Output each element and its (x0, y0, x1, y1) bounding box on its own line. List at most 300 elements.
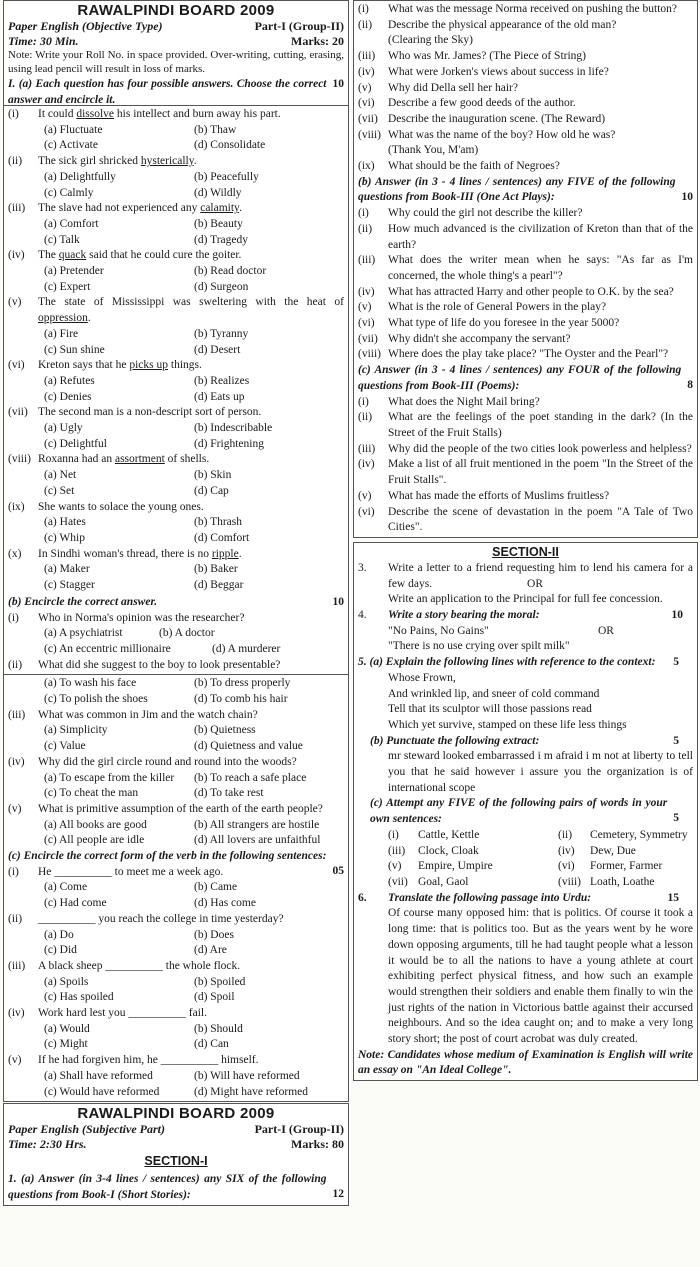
question-source: (Thank You, M'am) (388, 144, 479, 157)
question-source: (Clearing the Sky) (388, 34, 473, 47)
question-text-main: What was the message Norma received on pushing the button? (388, 3, 678, 15)
options (8, 515, 344, 546)
question-text-pre: Kreton says that he (38, 359, 130, 372)
mcq-item (8, 865, 344, 912)
q3-or: OR (527, 577, 543, 590)
question-row (8, 358, 344, 374)
q1b-question-list (8, 708, 344, 849)
q1b-question-i: (i) Who in Norma's opinion was the researcher? (a) A psychiatrist (b) A doctor (c) An eccentric millionaire (d) A murderer (8, 611, 281, 655)
option: (c) Talk (44, 233, 80, 246)
question-text-main: What was the name of the boy? How old he was? (388, 128, 616, 141)
options (8, 170, 344, 201)
options (8, 723, 344, 754)
question-number: (i) (358, 207, 369, 220)
option: (c) Set (44, 484, 75, 497)
option: (b) Thaw (194, 123, 237, 136)
option: (b) Realizes (194, 374, 250, 387)
q3-alternative: Write an application to the Principal for full fee concession. (388, 593, 663, 606)
option: (c) Might (44, 1038, 88, 1051)
option: (b) All strangers are hostile (194, 818, 320, 831)
question-row (8, 755, 344, 771)
mcq-item (8, 405, 344, 452)
mcq-item (8, 295, 344, 358)
question-text (388, 65, 693, 81)
option: (d) Eats up (194, 390, 245, 403)
option: (b) Peacefully (194, 170, 259, 183)
question-text-pre: The sick girl shricked (38, 155, 141, 168)
options (8, 264, 344, 295)
question-text (388, 410, 693, 441)
instructions-note: Note: Write your Roll No. in space provided. Over-writing, cutting, erasing, using lead pencil will result in loss of marks. (8, 49, 344, 75)
pair-number: (v) (388, 860, 402, 873)
mcq-item (8, 755, 344, 802)
pair-number: (iv) (558, 844, 575, 857)
short-question (358, 300, 693, 316)
mcq-item (8, 1006, 344, 1053)
option: (d) Comfort (194, 531, 250, 544)
option: (a) Come (44, 881, 88, 894)
short-question (358, 316, 693, 332)
question-text (388, 159, 693, 175)
section-ii-box (353, 542, 698, 1081)
mcq-item (8, 358, 344, 405)
question-row (8, 452, 344, 468)
question-text-main: Describe the inauguration scene. (The Reward) (388, 112, 606, 125)
subjective-q1b-heading: 10 (b) Answer (in 3 - 4 lines / sentences) any FIVE of the following questions from Book-III (One Act Plays): (358, 175, 693, 204)
question-text (388, 96, 693, 112)
subjective-q1b-list (358, 206, 693, 363)
question-text-main: What type of life do you foresee in the year 5000? (388, 317, 620, 330)
question-text (388, 206, 693, 222)
question-number: (ii) (8, 912, 23, 925)
question-text-post: of shells. (164, 453, 210, 466)
short-question (358, 222, 693, 253)
question-text (388, 285, 693, 301)
question-text-pre: The slave had not experienced any (38, 202, 201, 215)
total-marks: Marks: 20 (291, 33, 344, 48)
question-number: (ii) (358, 222, 373, 235)
question-text-main: Why could the girl not describe the killer? (388, 207, 583, 220)
q5c-heading: 5 (c) Attempt any FIVE of the following pairs of words in your own sentences: (370, 797, 679, 826)
option: (c) Sun shine (44, 343, 105, 356)
short-question (358, 489, 693, 505)
subjective-q1c-heading: 8 (c) Answer (in 3 - 4 lines / sentences) any FOUR of the following questions from Book-III (Poems): (358, 364, 693, 392)
question-row (8, 865, 327, 881)
option: (b) Spoiled (194, 975, 246, 988)
options (8, 327, 344, 358)
q1a-question-list (8, 107, 344, 594)
options (8, 818, 344, 849)
question-text (388, 49, 693, 65)
mcq-item (8, 1053, 344, 1100)
question-number: (ii) (358, 18, 373, 31)
poem-line: Tell that its sculptor will those passions read (388, 703, 592, 716)
question-text: What was common in Jim and the watch chain? (38, 708, 258, 721)
question-text-post: . (87, 312, 91, 325)
objective-body (3, 106, 349, 674)
question-text (388, 347, 693, 363)
question-text (38, 452, 344, 468)
question-number: (v) (358, 489, 372, 502)
question-text (388, 395, 693, 411)
question-row (8, 154, 344, 170)
question-text-main: Where does the play take place? "The Oyster and the Pearl"? (388, 348, 669, 361)
option: (a) Pretender (44, 265, 104, 278)
options (8, 1069, 344, 1100)
option: (b) To reach a safe place (194, 771, 307, 784)
subjective-q1a-list (358, 2, 693, 175)
underlined-word: quack (58, 249, 87, 262)
question-text (38, 154, 344, 170)
pair-number: (iii) (388, 844, 406, 857)
short-question (358, 65, 693, 81)
option: (a) Delightfully (44, 170, 116, 183)
question-text-main: What were Jorken's views about success in life? (388, 65, 609, 78)
option: (a) Spoils (44, 975, 89, 988)
q4-moral-2: "There is no use crying over spilt milk" (388, 640, 570, 653)
question-text-main: Make a list of all fruit mentioned in the poem "In the Street of the Fruit Stalls". (388, 458, 693, 487)
question-text (388, 442, 693, 458)
question-text: A black sheep __________ the whole flock. (38, 959, 241, 972)
word-pairs (358, 828, 693, 891)
short-question (358, 128, 693, 159)
question-number: (vi) (358, 97, 375, 110)
question-text (38, 500, 344, 516)
question-row (8, 959, 344, 975)
option: (d) Frightening (194, 437, 264, 450)
board-title: RAWALPINDI BOARD 2009 (77, 2, 275, 19)
question-number: (vi) (8, 359, 25, 372)
time-allowed: Time: 30 Min. (8, 33, 79, 48)
options (8, 562, 344, 593)
q1a-heading: 10 I. (a) Each question has four possible answers. Choose the correct answer and encircle it. (8, 78, 344, 106)
question-number: (v) (8, 802, 22, 815)
short-question (358, 347, 693, 363)
options (8, 123, 344, 154)
option: (c) Expert (44, 280, 91, 293)
subjective-board-title: RAWALPINDI BOARD 2009 (77, 1105, 275, 1123)
question-row (8, 500, 344, 516)
option: (a) Fire (44, 327, 79, 340)
question-text (388, 489, 693, 505)
question-text (388, 253, 693, 284)
question-text-post: . (238, 547, 242, 560)
question-number: (iii) (8, 959, 26, 972)
short-question (358, 2, 693, 18)
short-question (358, 253, 693, 284)
short-question (358, 410, 693, 441)
short-question (358, 395, 693, 411)
question-text-main: What is the role of General Powers in the play? (388, 301, 607, 314)
option: (c) Stagger (44, 579, 95, 592)
option: (d) Desert (194, 343, 241, 356)
underlined-word: dissolve (76, 108, 115, 120)
objective-header-box (3, 0, 349, 106)
question-text (38, 201, 344, 217)
question-text-main: Describe the scene of devastation in the poem "A Tale of Two Cities". (388, 505, 693, 534)
question-row (8, 405, 344, 421)
short-question (358, 49, 693, 65)
option: (b) Baker (194, 563, 238, 576)
subjective-q1c-list (358, 395, 693, 536)
question-row (8, 802, 344, 818)
question-row (8, 547, 344, 563)
question-text-post: . (239, 202, 242, 215)
question-number: (i) (358, 395, 369, 408)
question-text (38, 547, 344, 563)
question-text-pre: In Sindhi woman's thread, there is no (38, 547, 212, 560)
question-text (388, 18, 693, 49)
options (8, 421, 344, 452)
option: (c) Would have reformed (44, 1085, 160, 1098)
short-question (358, 159, 693, 175)
mcq-item (8, 201, 344, 248)
question-text-pre: The (38, 249, 59, 262)
mcq-item (8, 959, 344, 1006)
question-number: (vi) (358, 505, 375, 518)
question-text-post: things. (168, 359, 202, 372)
options (8, 217, 344, 248)
question-text (388, 457, 693, 488)
option: (d) Consolidate (194, 139, 266, 152)
subjective-questions-box (353, 0, 698, 538)
option: (a) Refutes (44, 374, 95, 387)
q4-morals: "No Pains, No Gains" OR (388, 624, 614, 637)
option: (a) Would (44, 1022, 90, 1035)
option: (b) Quietness (194, 724, 256, 737)
question-number: (iv) (8, 249, 25, 262)
option: (b) Will have reformed (194, 1069, 300, 1082)
question-text: Why did the girl circle round and round into the woods? (38, 755, 297, 768)
option: (c) All people are idle (44, 834, 145, 847)
question-number: (viii) (8, 453, 31, 466)
question-number: (i) (8, 108, 19, 120)
question-text (388, 222, 693, 253)
question-number: (v) (8, 296, 22, 309)
mcq-item (8, 452, 344, 499)
option: (c) Did (44, 944, 77, 957)
option: (a) Fluctuate (44, 123, 103, 136)
question-text-main: What does the Night Mail bring? (388, 395, 540, 408)
options (8, 1022, 344, 1053)
question-number: (v) (358, 301, 372, 314)
question-number: (v) (358, 81, 372, 94)
option: (b) Tyranny (194, 327, 249, 340)
options (8, 468, 344, 499)
mcq-item (8, 248, 344, 295)
option: (d) Spoil (194, 991, 235, 1004)
question-number: (iii) (358, 50, 376, 63)
question-text (388, 505, 693, 536)
question-row (8, 201, 344, 217)
translation-passage: Of course many opposed him: that is politics. Of course it took a long time: that is politics too. But as the years went by he wore down opposing arguments, till he had taught people what a lesson it would be to all the nations to have a young athlete at court exhibiting perfect physical fitness, and how such an example would strengthen their soldiers and enable them finally to win the just rights of the nation in Victorious battle against their accursed neighbours. And so the idea caught on; and to make a very long story short; the post of court acrobat was duly created. (388, 907, 693, 1046)
option: (d) Are (194, 944, 227, 957)
question-number: (iv) (358, 65, 375, 78)
options (8, 771, 344, 802)
short-question (358, 96, 693, 112)
option: (d) All lovers are unfaithful (194, 834, 321, 847)
question-number: (vii) (8, 406, 28, 419)
option: (c) Delightful (44, 437, 107, 450)
question-number: (v) (8, 1054, 22, 1067)
q5b-heading: 5 (b) Punctuate the following extract: (370, 734, 679, 747)
question-text-main: What has attracted Harry and other people to O.K. by the sea? (388, 285, 674, 298)
section-ii-heading: SECTION-II (492, 544, 559, 559)
option: (a) Shall have reformed (44, 1069, 153, 1082)
word-pair: Former, Farmer (590, 860, 663, 873)
question-text-post: said that he could cure the goiter. (86, 249, 242, 262)
question-number: (ix) (8, 500, 25, 513)
section-i-heading: SECTION-I (144, 1154, 208, 1169)
option: (d) Cap (194, 484, 229, 497)
question-number: (i) (358, 3, 369, 15)
mcq-item (8, 802, 344, 849)
underlined-word: assortment (114, 453, 165, 466)
question-number: (iv) (8, 755, 25, 768)
options (8, 975, 344, 1006)
question-text-pre: Roxanna had an (38, 453, 115, 466)
question-text-main: What should be the faith of Negroes? (388, 160, 560, 173)
option: (a) All books are good (44, 818, 147, 831)
paper-name: Paper English (Objective Type) (8, 19, 163, 33)
option: (b) Indescribable (194, 422, 273, 435)
pair-number: (vii) (388, 875, 408, 888)
underlined-word: picks up (129, 359, 168, 372)
option: (d) Quietness and value (194, 740, 303, 753)
mcq-item (8, 500, 344, 547)
question-text-pre: The second man is a non-descript sort of person. (38, 406, 262, 419)
short-question (358, 112, 693, 128)
question-text: He __________ to meet me a week ago. (38, 865, 224, 878)
option: (a) Ugly (44, 422, 83, 435)
word-pair: Empire, Umpire (418, 860, 493, 873)
question-number: (iv) (358, 285, 375, 298)
question-row (8, 248, 344, 264)
q1b-question-ii: (ii) What did she suggest to the boy to look presentable? (8, 658, 281, 671)
option: (c) Whip (44, 531, 85, 544)
option: (a) Simplicity (44, 724, 108, 737)
options (8, 374, 344, 405)
q1c-heading: 05 (c) Encircle the correct form of the verb in the following sentences: (8, 850, 344, 878)
pair-number: (vi) (558, 860, 575, 873)
question-text-main: What does the writer mean when he says: "As far as I'm concerned, the whole thing's a pearl"? (388, 254, 693, 282)
mcq-item (8, 708, 344, 755)
question-text (38, 358, 344, 374)
option: (b) Does (194, 928, 234, 941)
question-number: (iii) (358, 442, 376, 455)
subjective-q1a-heading: 12 1. (a) Answer (in 3-4 lines / sentences) any SIX of the following questions from Book-I (Short Stories): (8, 1173, 344, 1201)
pair-number: (viii) (558, 875, 581, 888)
question-number: (iv) (358, 458, 375, 471)
option: (a) To escape from the killer (44, 771, 175, 784)
option: (b) Read doctor (194, 265, 267, 278)
options (8, 880, 344, 911)
question-number: (ii) (8, 155, 23, 168)
word-pair: Cattle, Kettle (418, 828, 480, 841)
short-question (358, 332, 693, 348)
q6-heading: 6. 15 Translate the following passage into Urdu: (358, 891, 679, 904)
q1b-heading: 10 (b) Encircle the correct answer. (8, 595, 344, 608)
question-text (388, 2, 693, 18)
option: (c) Calmly (44, 186, 94, 199)
poem-line: Whose Frown, (388, 671, 456, 684)
option: (b) Came (194, 881, 238, 894)
option: (c) Has spoiled (44, 991, 114, 1004)
options (8, 928, 344, 959)
question-text-main: Why did Della sell her hair? (388, 81, 518, 94)
pair-number: (ii) (558, 828, 573, 841)
question-row (8, 295, 344, 326)
option: (b) Skin (194, 469, 232, 482)
question-text-main: Describe a few good deeds of the author. (388, 97, 576, 110)
question-number: (vi) (358, 317, 375, 330)
q3: 3. Write a letter to a friend requesting him to lend his camera for a few days. (358, 561, 693, 590)
question-row (8, 1053, 344, 1069)
q5a-heading: 5 5. (a) Explain the following lines with reference to the context: (358, 656, 679, 669)
option: (b) Should (194, 1022, 243, 1035)
question-number: (x) (8, 547, 22, 560)
mcq-item (8, 912, 344, 959)
question-text (38, 107, 344, 123)
short-question (358, 18, 693, 49)
question-row (8, 708, 344, 724)
option: (d) Wildly (194, 186, 242, 199)
option: (c) Activate (44, 139, 98, 152)
subjective-time: Time: 2:30 Hrs. (8, 1136, 87, 1151)
word-pair: Goal, Gaol (418, 875, 469, 888)
question-text (38, 295, 344, 326)
q1c-question-list (8, 865, 344, 1101)
question-text-main: Describe the physical appearance of the old man? (388, 18, 617, 31)
question-text-pre: She wants to solace the young ones. (38, 500, 204, 513)
question-text-main: What has made the efforts of Muslims fruitless? (388, 489, 610, 502)
question-text-pre: It could (38, 108, 77, 120)
option: (a) Net (44, 469, 77, 482)
question-text (388, 128, 693, 159)
question-text: If he had forgiven him, he __________ himself. (38, 1054, 259, 1067)
question-text-post: . (193, 155, 197, 168)
right-column (353, 0, 698, 1081)
question-text: __________ you reach the college in time yesterday? (38, 912, 284, 925)
question-row (8, 107, 344, 123)
question-text (388, 112, 693, 128)
option: (d) To take rest (194, 787, 264, 800)
mcq-item (8, 547, 344, 594)
question-number: (viii) (358, 128, 381, 141)
question-number: (vii) (358, 112, 378, 125)
question-row (8, 912, 344, 928)
short-question (358, 285, 693, 301)
question-text-main: What are the feelings of the poet standing in the dark? (In the Street of the Fruit Stalls) (388, 411, 693, 439)
option: (a) Do (44, 928, 74, 941)
question-text: Work hard lest you __________ fail. (38, 1007, 207, 1020)
option: (d) Surgeon (194, 280, 249, 293)
underlined-word: calamity (200, 202, 240, 215)
option: (c) Value (44, 740, 86, 753)
subjective-paper-name: Paper English (Subjective Part) (8, 1122, 165, 1137)
short-question (358, 206, 693, 222)
question-number: (ii) (358, 411, 373, 424)
underlined-word: hysterically (140, 155, 194, 168)
question-number: (vii) (358, 332, 378, 345)
poem-lines (358, 671, 693, 734)
option: (b) Beauty (194, 217, 243, 230)
mcq-item (8, 154, 344, 201)
poem-line: Which yet survive, stamped on these life less things (388, 718, 627, 731)
option: (d) Might have reformed (194, 1085, 309, 1098)
short-question (358, 505, 693, 536)
option: (a) Hates (44, 516, 86, 529)
